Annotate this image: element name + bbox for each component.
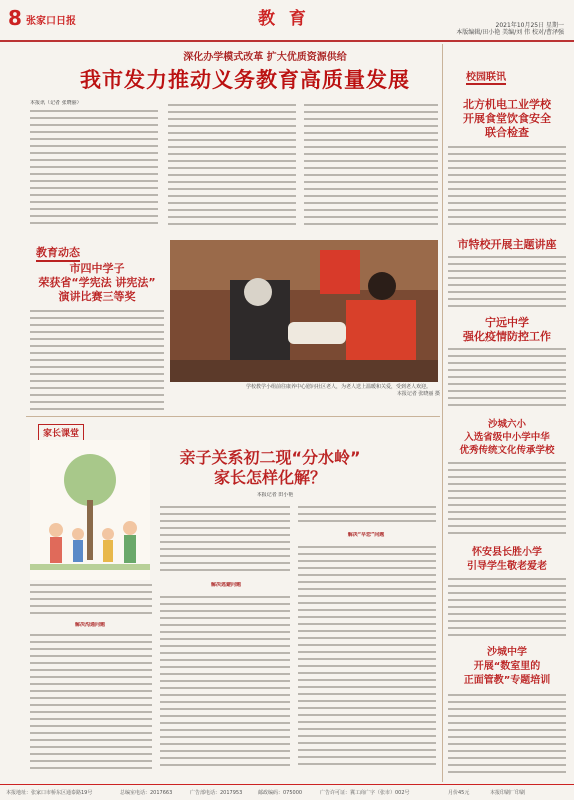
right-story5-title: [448, 546, 566, 574]
header-editors: 本版编辑/田小艳 美编/刘 伟 校对/曹泽强: [456, 29, 564, 36]
footer-price: 月价45元: [448, 790, 470, 796]
family-body-col2b: [160, 596, 290, 774]
news-photo: [170, 240, 438, 382]
page-number: 8: [8, 6, 22, 30]
family-headline: [120, 448, 420, 488]
right-story4-title: [448, 418, 566, 457]
right-story1-line2: 开展食堂饮食安全: [463, 112, 551, 125]
right-story1-body: [448, 146, 566, 230]
right-story3-line2: 强化疫情防控工作: [463, 330, 551, 343]
lead-body-col3: [304, 104, 438, 230]
right-story6-title: [448, 646, 566, 688]
right-story1-line3: 联合检查: [485, 126, 529, 139]
lead-body-col2: [168, 104, 296, 230]
family-body-col3a: [298, 506, 436, 528]
header-info: [456, 22, 564, 36]
family-sub3: 解决逃避问题: [210, 582, 241, 588]
family-drawing: [30, 440, 150, 580]
family-body-col3b: [298, 546, 436, 774]
photo-credit: 本报记者 张晓丽 摄: [396, 391, 440, 397]
page-footer: [0, 784, 574, 800]
lead-body-col1: [30, 110, 158, 230]
right-story3-title: [448, 316, 566, 344]
family-intro: [30, 584, 152, 620]
news-tag: 教育动态: [36, 244, 80, 262]
family-headline-line2: 家长怎样化解？: [213, 468, 326, 487]
story2-headline: [30, 262, 164, 304]
right-story3-body: [448, 348, 566, 412]
caption-text: 学校教学小组前往康养中心慰问社区老人，为老人送上温暖和关爱，受到老人欢迎。: [246, 384, 432, 390]
story2-body: [30, 310, 164, 414]
story2-headline-line2: 荣获省“学宪法 讲宪法”: [38, 276, 156, 289]
photo-caption: [246, 384, 440, 398]
column-divider: [442, 44, 443, 782]
family-headline-line1: 亲子关系初二现“分水岭”: [179, 448, 361, 467]
paper-name: 张家口日报: [26, 16, 76, 27]
family-sub2: 解决“早恋”问题: [347, 532, 385, 538]
footer-print: 本报印刷厂印刷: [490, 790, 526, 796]
footer-post: 邮政编码：075000: [258, 790, 303, 796]
right-story5-body: [448, 578, 566, 642]
right-story2-body: [448, 256, 566, 312]
footer-ad: 广告部电话：2017953: [190, 790, 243, 796]
footer-address: 本报地址：张家口市桥东区通泰路19号: [6, 790, 93, 796]
right-story4-line1: 沙城六小: [487, 419, 526, 430]
header-date: 2021年10月25日 星期一: [495, 22, 564, 29]
footer-license: 广告许可证：冀工商广字（张市）002号: [320, 790, 410, 796]
story2-headline-line1: 市四中学子: [69, 262, 125, 275]
right-story4-line3: 优秀传统文化传承学校: [459, 445, 555, 456]
lead-headline: 我市发力推动义务教育高质量发展: [80, 68, 410, 92]
photo-illustration: [170, 240, 438, 382]
right-story1-line1: 北方机电工业学校: [463, 98, 551, 111]
page-header: [0, 0, 574, 42]
right-story4-body: [448, 462, 566, 540]
family-body-col1: [30, 634, 152, 774]
lead-kicker: 深化办学模式改革 扩大优质资源供给: [183, 52, 347, 63]
family-tag: 家长课堂: [38, 424, 84, 441]
right-story6-line2: 开展“数室里的: [473, 661, 541, 672]
right-story1-title: [448, 98, 566, 140]
right-story6-body: [448, 694, 566, 778]
family-sub1: 解决沟通问题: [74, 622, 105, 628]
right-story6-line1: 沙城中学: [487, 647, 527, 658]
right-story2-title: 市特校开展主题讲座: [457, 238, 557, 251]
family-byline: 本报记者 田小艳: [256, 492, 294, 498]
family-illustration: [30, 440, 150, 580]
lead-byline: 本报讯（记者 张晓丽）: [30, 100, 82, 106]
section-title: 教 育: [258, 9, 310, 29]
right-story6-line3: 正面管教”专题培训: [463, 675, 551, 686]
right-tag: 校园联讯: [466, 68, 506, 85]
right-story3-line1: 宁远中学: [485, 316, 529, 329]
footer-fax: 总编室电话：2017663: [120, 790, 173, 796]
story2-headline-line3: 演讲比赛三等奖: [58, 290, 136, 303]
right-story5-line2: 引导学生敬老爱老: [467, 561, 547, 572]
section-divider: [26, 416, 440, 417]
right-story5-line1: 怀安县长胜小学: [472, 547, 542, 558]
family-body-col2a: [160, 506, 290, 578]
right-story4-line2: 入选省级中小学中华: [464, 432, 550, 443]
